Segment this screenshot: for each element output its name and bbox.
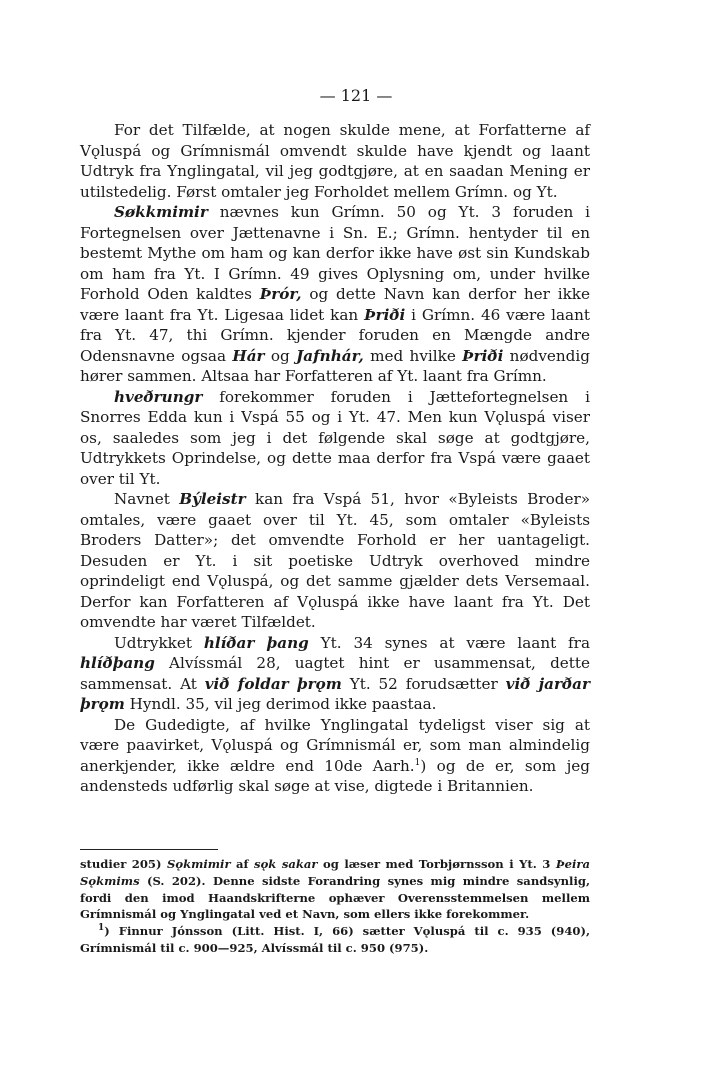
text-run: nødvendig hører sammen. Altsaa har Forfatteren af Yt. laant fra Grímn. [80, 346, 590, 385]
page-number: — 121 — [319, 86, 393, 105]
paragraph [80, 387, 590, 490]
footnote [80, 923, 590, 957]
text-run: Navnet [114, 490, 180, 508]
text-run: ) og de er, som jeg andensteds udførlig skal søge at vise, digtede i Britannien. [80, 756, 590, 795]
italic-term: hlíðþang [80, 654, 155, 672]
italic-term: hveðrungr [114, 387, 203, 406]
paragraph [80, 489, 590, 633]
footnote-marker: 1 [414, 757, 421, 768]
italic-term: Sǫkmimir [166, 857, 231, 871]
paragraph [80, 715, 590, 797]
text-run: og [264, 346, 297, 365]
text-run: De Gudedigte, af hvilke Ynglingatal tydeligst viser sig at være paavirket, Vǫluspá og Grímnismál er, som man almindelig anerkjender, ikke ældre end 10de Aarh. [80, 715, 590, 775]
italic-term: Hár [232, 346, 265, 365]
text-run: For det Tilfælde, at nogen skulde mene, at Forfatterne af Vǫluspá og Grímnismál omvendt skulde have kjendt og laant Udtryk fra Ynglingatal, vil jeg godtgjøre, at en saadan Mening er utilstedelig. Først omtaler jeg Forholdet mellem Grímn. og Yt. [80, 121, 590, 201]
italic-term: hlíðar þang [203, 633, 309, 652]
italic-term: Þriði [364, 305, 406, 324]
text-run: studier 205) [80, 857, 167, 871]
italic-term: Þrór, [259, 285, 302, 303]
footnote-divider [80, 849, 218, 850]
text-run: Yt. 34 synes at være laant fra [308, 633, 590, 652]
footnote-marker: 1 [98, 923, 105, 934]
text-run: af [230, 857, 255, 871]
text-run: med hvilke [363, 346, 463, 365]
italic-term: Jafnhár, [296, 346, 364, 365]
text-run: Alvíssmál 28, uagtet hint er usammensat, dette sammensat. At [80, 654, 590, 693]
text-run: ) Finnur Jónsson (Litt. Hist. I, 66) sætter Vǫluspá til c. 935 (940), Grímnismál til c. 900—925, Alvíssmál til c. 950 (975). [80, 924, 590, 955]
italic-term: sǫk sakar [254, 857, 318, 871]
text-run: forekommer foruden i Jættefortegnelsen i Snorres Edda kun i Vspá 55 og i Yt. 47. Men kun Vǫluspá viser os, saaledes som jeg i det følgende skal søge at godtgjøre, Udtrykkets Oprindelse, og dette maa derfor fra Vspá være gaaet over til Yt. [80, 387, 590, 488]
italic-term: Þriði [462, 346, 504, 365]
text-run: (S. 202). Denne sidste Forandring synes mig mindre sandsynlig, fordi den imod Haandskrifterne ophæver Overensstemmelsen mellem Grímnismál og Ynglingatal ved et Navn, som ellers ikke forekommer. [80, 873, 590, 922]
italic-term: Søkkmimir [114, 203, 208, 221]
text-run: i Grímn. 46 være laant fra Yt. 47, thi Grímn. kjender foruden en Mængde andre Odensnavne ogsaa [80, 305, 591, 365]
text-run: Hyndl. 35, vil jeg derimod ikke paastaa. [124, 695, 437, 713]
text-run: Udtrykket [114, 633, 204, 652]
footnote [80, 856, 590, 923]
text-run: og læser med Torbjørnsson i Yt. 3 [317, 857, 556, 871]
paragraph [80, 633, 590, 715]
text-run: nævnes kun Grímn. 50 og Yt. 3 foruden i Fortegnelsen over Jættenavne i Sn. E.; Grímn. hentyder til en bestemt Mythe om ham og kan derfor ikke have øst sin Kundskab om ham fra Yt. I Grímn. 49 gives Oplysning om, under hvilke Forhold Oden kaldtes [80, 203, 590, 303]
paragraph [80, 202, 590, 387]
italic-term: Þeira Sǫkmims [80, 857, 590, 888]
italic-term: við foldar þrǫm [204, 674, 342, 693]
italic-term: við jarðar þrǫm [80, 674, 590, 713]
italic-term: Býleistr [179, 490, 246, 508]
body-text [80, 120, 590, 797]
paragraph [80, 120, 590, 202]
text-run: og dette Navn kan derfor her ikke være laant fra Yt. Ligesaa lidet kan [80, 285, 590, 324]
footnotes [80, 856, 590, 957]
text-run: Yt. 52 forudsætter [341, 674, 506, 693]
text-run: kan fra Vspá 51, hvor «Byleists Broder» omtales, være gaaet over til Yt. 45, som omtaler «Byleists Broders Datter»; det omvendte Forhold er her uantageligt. Desuden er Yt. i sit poetiske Udtryk overhoved mindre oprindeligt end Vǫluspá, og det samme gjælder dets Versemaal. Derfor kan Forfatteren af Vǫluspá ikke have laant fra Yt. Det omvendte har været Tilfældet. [80, 490, 590, 631]
